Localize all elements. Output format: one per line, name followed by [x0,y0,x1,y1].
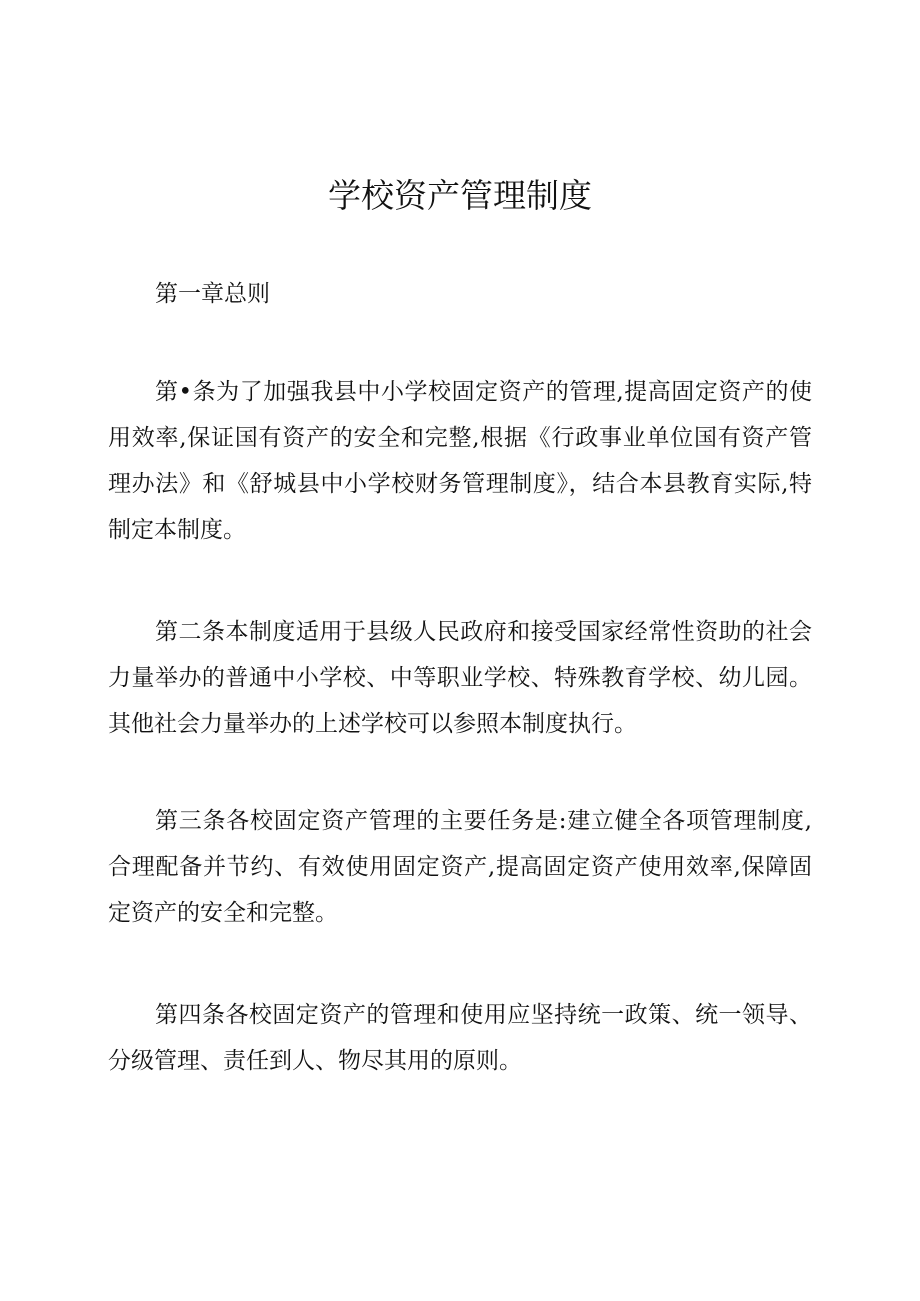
article-1-paragraph: 第•条为了加强我县中小学校固定资产的管理,提高固定资产的使用效率,保证国有资产的安全和完整,根据《行政事业单位国有资产管理办法》和《舒城县中小学校财务管理制度》，结合本县教育实际,特制定本制度。 [108,379,812,543]
article-2-paragraph: 第二条本制度适用于县级人民政府和接受国家经常性资助的社会力量举办的普通中小学校、中等职业学校、特殊教育学校、幼儿园。其他社会力量举办的上述学校可以参照本制度执行。 [108,619,812,737]
document-title: 学校资产管理制度 [328,176,592,215]
chapter-heading: 第一章总则 [155,281,270,307]
article-3-paragraph: 第三条各校固定资产管理的主要任务是:建立健全各项管理制度,合理配备并节约、有效使用固定资产,提高固定资产使用效率,保障固定资产的安全和完整。 [108,808,812,926]
article-4-paragraph: 第四条各校固定资产的管理和使用应坚持统一政策、统一领导、分级管理、责任到人、物尽其用的原则。 [108,1002,812,1074]
